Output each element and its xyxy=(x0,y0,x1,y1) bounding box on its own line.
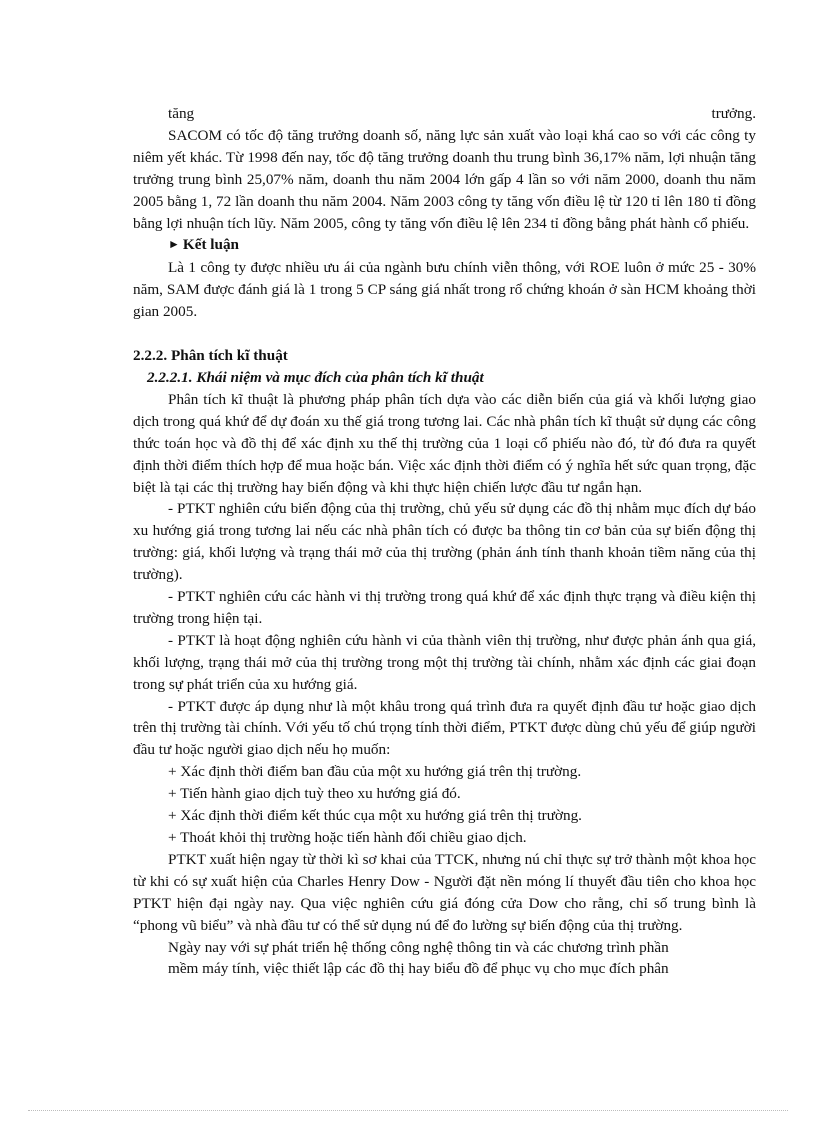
paragraph-sacom-growth: SACOM có tốc độ tăng trưởng doanh số, năng lực sản xuất vào loại khá cao so với các công ty niêm yết khác. Từ 1998 đến nay, tốc độ tăng trưởng doanh thu trung bình 36,17% năm, lợi nhuận tăng trưởng trung bình 25,07% năm, doanh thu năm 2004 lớn gấp 4 lần so với năm 2000, doanh thu năm 2005 bằng 1, 72 lần doanh thu năm 2004. Năm 2003 công ty tăng vốn điều lệ từ 120 tỉ lên 180 tỉ đồng bằng lợi nhuận tích lũy. Năm 2005, công ty tăng vốn điều lệ lên 234 tỉ đồng bằng phát hành cổ phiếu. xyxy=(133,126,756,232)
paragraph-conclusion: Là 1 công ty được nhiều ưu ái của ngành bưu chính viễn thông, với ROE luôn ở mức 25 - 30% năm, SAM được đánh giá là 1 trong 5 CP sáng giá nhất trong rổ chứng khoán ở sàn HCM khoảng thời gian 2005. xyxy=(133,259,756,321)
dash-item-3: - PTKT là hoạt động nghiên cứu hành vi của thành viên thị trường, như được phản ánh qua giá, khối lượng, trạng thái mở của thị trường trong một thị trường tài chính, nhằm xác định các giai đoạn trong sự phát triển của xu hướng giá. xyxy=(133,631,756,693)
dash-item-2: - PTKT nghiên cứu các hành vi thị trường trong quá khứ để xác định thực trạng và điều kiện thị trường trong hiện tại. xyxy=(133,588,756,627)
section-heading-2-2-2-1: 2.2.2.1. Khái niệm và mục đích của phân tích kĩ thuật xyxy=(147,368,484,386)
paragraph-modern-line-2: mềm máy tính, việc thiết lập các đồ thị hay biểu đồ để phục vụ cho mục đích phân xyxy=(168,960,669,978)
paragraph-dow-history: PTKT xuất hiện ngay từ thời kì sơ khai của TTCK, nhưng nú chỉ thực sự trở thành một khoa học từ khi có sự xuất hiện của Charles Henry Dow - Người đặt nền móng lí thuyết đầu tiên cho khoa học PTKT hiện đại ngày nay. Qua việc nghiên cứu giá đóng cửa Dow cho rằng, chỉ số trung bình là “phong vũ biểu” và nhà đầu tư có thể sử dụng nú để đo lường sự biến động của thị trường. xyxy=(133,850,756,934)
paragraph-modern-line-1: Ngày nay với sự phát triển hệ thống công nghệ thông tin và các chương trình phần xyxy=(168,938,669,956)
triangle-bullet-icon: ► xyxy=(168,237,180,252)
conclusion-title: Kết luận xyxy=(182,236,240,254)
section-heading-2-2-2: 2.2.2. Phân tích kĩ thuật xyxy=(133,347,288,365)
document-body xyxy=(133,103,756,980)
continued-word-right: trưởng. xyxy=(711,105,756,122)
plus-item-1: + Xác định thời điểm ban đầu của một xu hướng giá trên thị trường. xyxy=(168,763,582,781)
continued-line xyxy=(133,103,756,125)
dash-item-4: - PTKT được áp dụng như là một khâu trong quá trình đưa ra quyết định đầu tư hoặc giao dịch trên thị trường tài chính. Với yếu tố chú trọng tính thời điểm, PTKT được dùng chủ yếu để giúp người đầu tư hoặc người giao dịch nếu họ muốn: xyxy=(133,697,756,759)
conclusion-heading xyxy=(133,234,756,257)
paragraph-definition: Phân tích kĩ thuật là phương pháp phân tích dựa vào các diễn biến của giá và khối lượng giao dịch trong quá khứ để dự đoán xu thế giá trong tương lai. Các nhà phân tích kĩ thuật sử dụng các công thức toán học và đồ thị để xác định xu thế thị trường của 1 loại cổ phiếu nào đó, từ đó đưa ra quyết định thời điểm thích hợp để mua hoặc bán. Việc xác định thời điểm có ý nghĩa hết sức quan trọng, đặc biệt là tại các thị trường hay biến động và khi thực hiện chiến lược đầu tư ngắn hạn. xyxy=(133,390,756,496)
plus-item-2: + Tiến hành giao dịch tuỳ theo xu hướng giá đó. xyxy=(168,785,461,803)
plus-item-3: + Xác định thời điểm kết thúc cụa một xu hướng giá trên thị trường. xyxy=(168,807,582,825)
continued-word-left: tăng xyxy=(168,105,195,122)
plus-item-4: + Thoát khỏi thị trường hoặc tiến hành đối chiều giao dịch. xyxy=(168,829,527,846)
page-bottom-dotted-rule xyxy=(28,1110,788,1111)
dash-item-1: - PTKT nghiên cứu biến động của thị trường, chủ yếu sử dụng các đồ thị nhằm mục đích dự báo xu hướng giá trong tương lai nếu các nhà phân tích có được ba thông tin cơ bản của sự biến động thị trường: giá, khối lượng và trạng thái mở của thị trường (phản ánh tính thanh khoản tiềm năng của thị trường). xyxy=(133,500,756,584)
